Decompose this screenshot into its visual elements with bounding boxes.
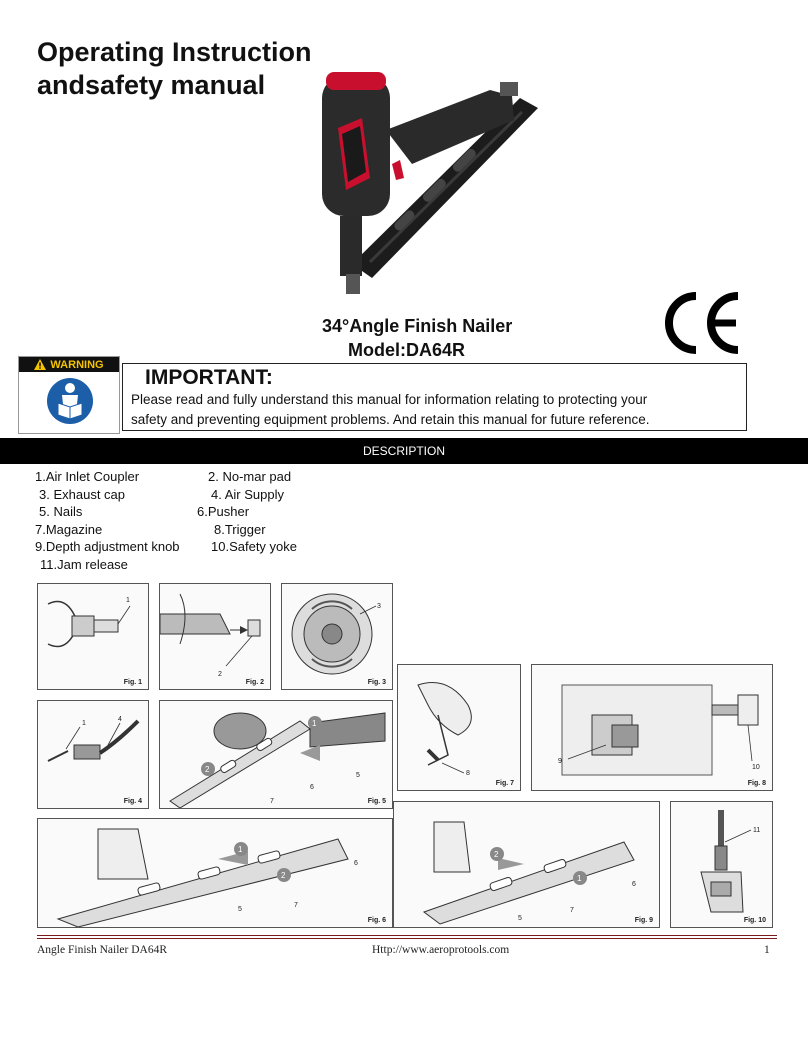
- callout: 8: [466, 770, 470, 777]
- footer-website-link[interactable]: Http://www.aeroprotools.com: [372, 944, 510, 956]
- part-item: 2. No-mar pad: [208, 469, 292, 484]
- important-line-2: safety and preventing equipment problems. And retain this manual for future reference.: [131, 412, 650, 427]
- callout: 2: [205, 765, 210, 774]
- figure-10-label: Fig. 10: [743, 917, 766, 924]
- warning-triangle-icon: [34, 359, 46, 370]
- figure-10: [670, 801, 773, 928]
- important-notice: [122, 363, 747, 431]
- callout: 7: [270, 798, 274, 805]
- callout: 5: [356, 772, 360, 779]
- callout: 2: [494, 850, 499, 859]
- important-line-1: Please read and fully understand this manual for information relating to protecting your: [131, 392, 648, 407]
- warning-label: WARNING: [50, 358, 104, 371]
- callout: 4: [118, 716, 122, 723]
- parts-list-left: [35, 468, 180, 573]
- figure-6-label: Fig. 6: [367, 917, 386, 924]
- figure-2-label: Fig. 2: [245, 679, 264, 686]
- part-item: 5. Nails: [39, 504, 83, 519]
- document-title: [37, 36, 312, 102]
- callout: 6: [310, 784, 314, 791]
- footer-rule: [37, 938, 777, 939]
- important-title: IMPORTANT:: [145, 366, 273, 389]
- callout: 10: [752, 764, 760, 771]
- product-title: 34°Angle Finish Nailer: [322, 316, 513, 336]
- important-text: [131, 390, 743, 430]
- callout: 6: [354, 860, 358, 867]
- read-manual-icon: [46, 377, 94, 425]
- callout: 9: [558, 758, 562, 765]
- callout: 6: [632, 881, 636, 888]
- callout: 1: [577, 874, 582, 883]
- product-name: [322, 314, 512, 362]
- callout: 5: [238, 906, 242, 913]
- callout: 7: [294, 902, 298, 909]
- description-header: DESCRIPTION: [0, 438, 808, 464]
- warning-header: [19, 357, 119, 372]
- figure-5-label: Fig. 5: [367, 798, 386, 805]
- part-item: 4. Air Supply: [211, 486, 284, 502]
- figure-9: [393, 801, 660, 928]
- parts-list-right: [197, 468, 297, 556]
- title-line-2: andsafety manual: [37, 70, 266, 100]
- nailer-product-image: [300, 68, 560, 304]
- callout: 1: [82, 720, 86, 727]
- figure-4: [37, 700, 149, 809]
- callout: 7: [570, 907, 574, 914]
- figure-5: [159, 700, 393, 809]
- model-number: Model:DA64R: [348, 340, 466, 360]
- callout: 2: [218, 671, 222, 678]
- callout: 5: [518, 915, 522, 922]
- part-item: 1.Air Inlet Coupler: [35, 469, 140, 484]
- figure-7: [397, 664, 521, 791]
- callout: 1: [238, 845, 243, 854]
- callout: 2: [281, 871, 286, 880]
- part-item: 9.Depth adjustment knob: [35, 539, 180, 554]
- figure-8-label: Fig. 8: [747, 780, 766, 787]
- figure-6: [37, 818, 393, 928]
- figure-4-label: Fig. 4: [123, 798, 142, 805]
- footer-product: Angle Finish Nailer DA64R: [37, 944, 168, 956]
- figure-1-label: Fig. 1: [123, 679, 142, 686]
- callout: 1: [312, 719, 317, 728]
- figure-8: [531, 664, 773, 791]
- callout: 11: [753, 827, 761, 834]
- warning-box: [18, 356, 120, 434]
- figure-9-label: Fig. 9: [634, 917, 653, 924]
- part-item: 6.Pusher: [197, 504, 250, 519]
- callout: 3: [377, 603, 381, 610]
- title-line-1: Operating Instruction: [37, 37, 312, 67]
- figure-3: [281, 583, 393, 690]
- footer-rule: [37, 935, 777, 936]
- figure-3-label: Fig. 3: [367, 679, 386, 686]
- callout: 1: [126, 597, 130, 604]
- page-number: 1: [764, 944, 770, 956]
- part-item: 11.Jam release: [40, 556, 128, 572]
- part-item: 8.Trigger: [214, 521, 266, 537]
- ce-mark: [660, 292, 742, 354]
- figure-2: [159, 583, 271, 690]
- figure-7-label: Fig. 7: [495, 780, 514, 787]
- part-item: 3. Exhaust cap: [39, 486, 125, 502]
- part-item: 7.Magazine: [35, 521, 103, 537]
- figure-1: [37, 583, 149, 690]
- part-item: 10.Safety yoke: [211, 539, 297, 554]
